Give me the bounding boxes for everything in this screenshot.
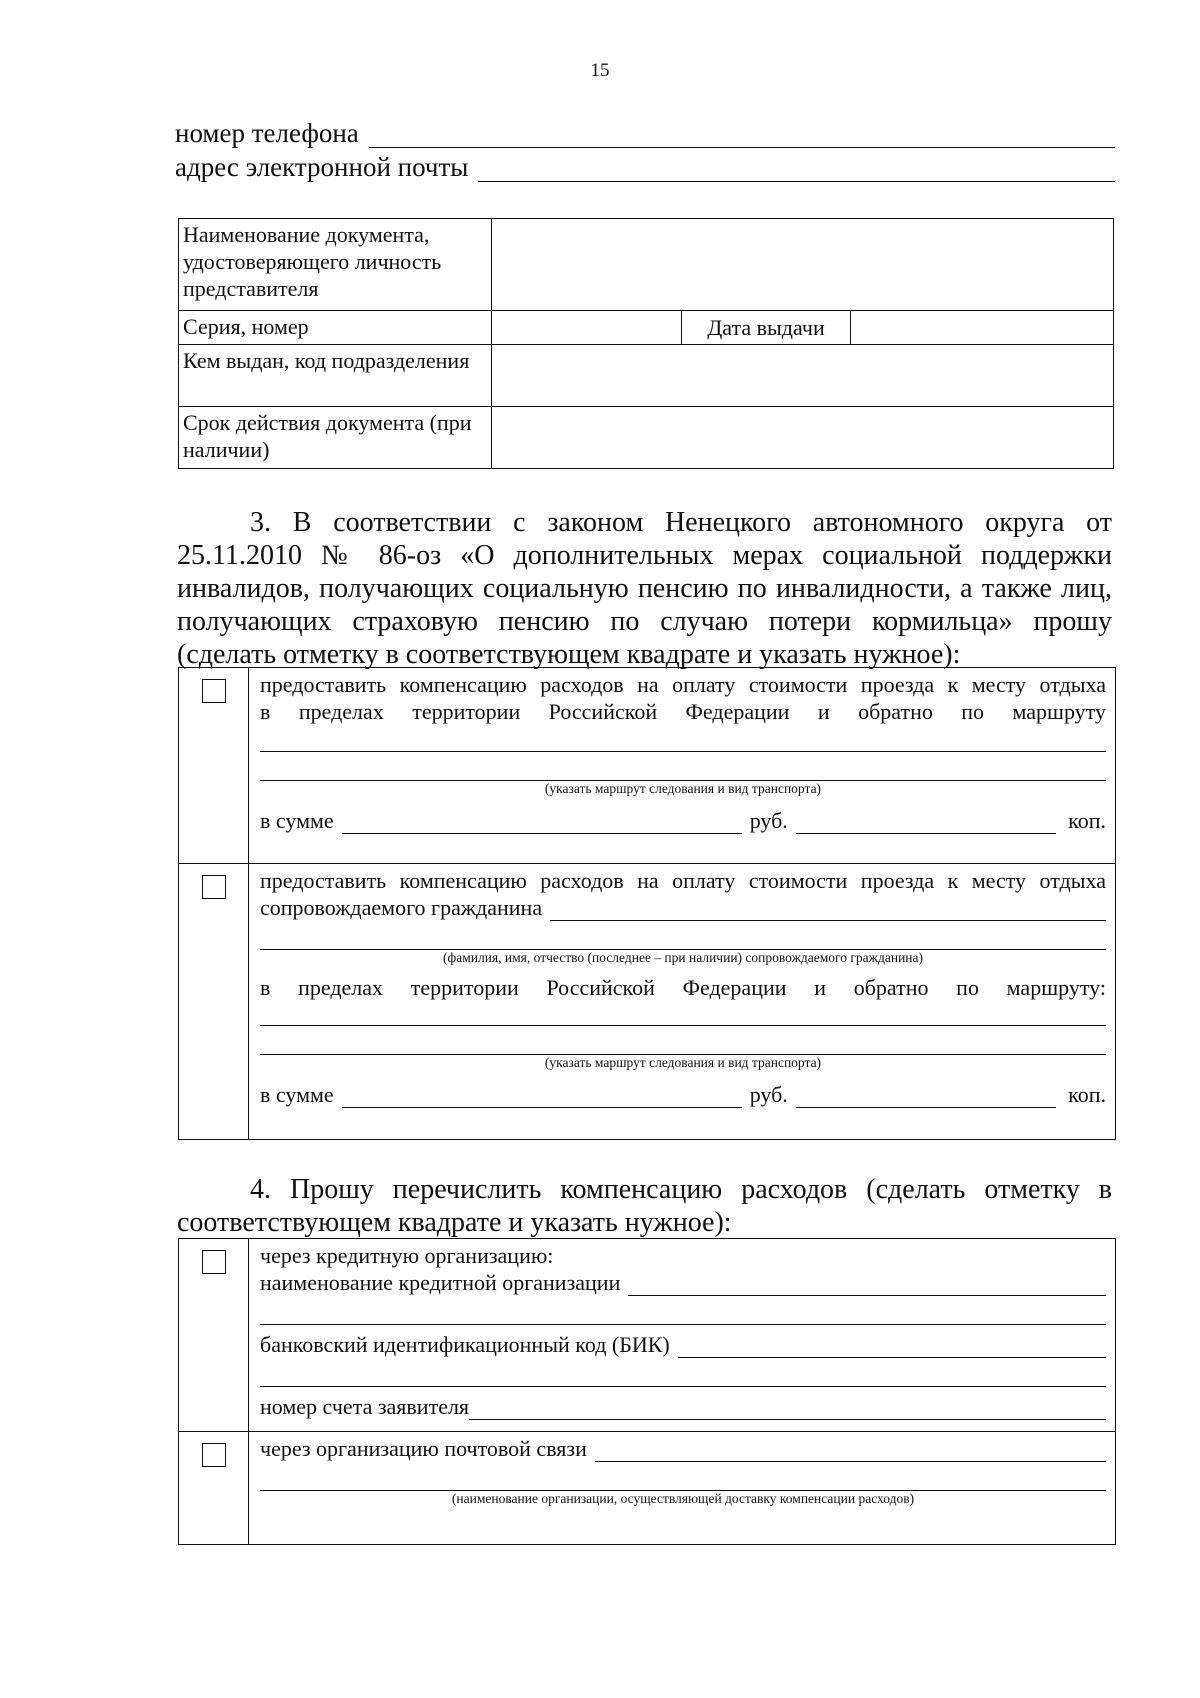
phone-row bbox=[175, 118, 1115, 148]
doc-name-field[interactable] bbox=[492, 219, 1114, 311]
option-cell bbox=[179, 864, 249, 1140]
issue-date-field[interactable] bbox=[851, 311, 1114, 345]
postal-organization-checkbox[interactable] bbox=[202, 1443, 226, 1467]
series-label: Серия, номер bbox=[179, 311, 492, 345]
section-4-options-table bbox=[178, 1238, 1116, 1545]
sum-rub-field[interactable] bbox=[342, 1085, 742, 1108]
doc-name-label: Наименование документа, удостоверяющего личность представителя bbox=[179, 219, 492, 311]
bank-name-field[interactable] bbox=[628, 1273, 1106, 1296]
option-cell bbox=[179, 1239, 249, 1432]
sum-kop-field[interactable] bbox=[796, 811, 1056, 834]
issued-by-label: Кем выдан, код подразделения bbox=[179, 345, 492, 407]
kop-label: коп. bbox=[1068, 1082, 1106, 1107]
option-2-line-2: сопровождаемого гражданина bbox=[260, 895, 543, 920]
sum-rub-field[interactable] bbox=[342, 811, 742, 834]
escorted-citizen-field[interactable] bbox=[550, 898, 1106, 921]
postal-caption: (наименование организации, осуществляющей доставку компенсации расходов) bbox=[451, 1491, 915, 1506]
table-row bbox=[179, 864, 1116, 1140]
table-row bbox=[179, 1239, 1116, 1432]
option-2-line-1: предоставить компенсацию расходов на оплату стоимости проезда к месту отдыха bbox=[260, 868, 1106, 893]
option-body-cell bbox=[249, 864, 1116, 1140]
account-field[interactable] bbox=[469, 1397, 1106, 1420]
postal-organization-title: через организацию почтовой связи bbox=[260, 1436, 587, 1461]
section-3-paragraph bbox=[177, 506, 1112, 671]
validity-field[interactable] bbox=[492, 407, 1114, 469]
option-2-line-3: в пределах территории Российской Федерации и обратно по маршруту: bbox=[260, 975, 1106, 1000]
route-field-3[interactable] bbox=[260, 1003, 1106, 1026]
route-caption-2: (указать маршрут следования и вид транспорта) bbox=[544, 1055, 822, 1070]
option-cell bbox=[179, 1432, 249, 1545]
sum-label: в сумме bbox=[260, 808, 334, 833]
validity-label: Срок действия документа (при наличии) bbox=[179, 407, 492, 469]
account-label: номер счета заявителя bbox=[260, 1394, 470, 1419]
bik-field-2[interactable] bbox=[260, 1364, 1106, 1387]
option-cell bbox=[179, 668, 249, 864]
credit-organization-checkbox[interactable] bbox=[202, 1250, 226, 1274]
postal-row bbox=[260, 1435, 1106, 1462]
sum-row bbox=[260, 1081, 1106, 1108]
bik-row bbox=[260, 1331, 1106, 1358]
bank-name-label: наименование кредитной организации bbox=[260, 1270, 621, 1295]
escorted-citizen-row bbox=[260, 894, 1106, 921]
account-row bbox=[260, 1393, 1106, 1420]
bik-field[interactable] bbox=[678, 1335, 1106, 1358]
escort-compensation-checkbox[interactable] bbox=[202, 875, 226, 899]
escorted-citizen-field-2[interactable] bbox=[260, 927, 1106, 950]
option-body-cell bbox=[249, 1239, 1116, 1432]
bik-label: банковский идентификационный код (БИК) bbox=[260, 1332, 670, 1357]
sum-label: в сумме bbox=[260, 1082, 334, 1107]
table-row bbox=[179, 668, 1116, 864]
page-number: 15 bbox=[590, 60, 610, 81]
option-body-cell bbox=[249, 668, 1116, 864]
table-row bbox=[179, 219, 1114, 311]
travel-compensation-checkbox[interactable] bbox=[202, 679, 226, 703]
email-label: адрес электронной почты bbox=[175, 152, 469, 182]
bank-name-row bbox=[260, 1269, 1106, 1296]
fio-caption: (фамилия, имя, отчество (последнее – при наличии) сопровождаемого гражданина) bbox=[442, 950, 924, 965]
bank-name-field-2[interactable] bbox=[260, 1302, 1106, 1325]
phone-field[interactable] bbox=[369, 123, 1115, 148]
postal-organization-field-2[interactable] bbox=[260, 1468, 1106, 1491]
option-body-cell bbox=[249, 1432, 1116, 1545]
issue-date-label: Дата выдачи bbox=[682, 311, 851, 345]
table-row bbox=[179, 1432, 1116, 1545]
kop-label: коп. bbox=[1068, 808, 1106, 833]
table-row bbox=[179, 311, 1114, 345]
option-1-line-1: предоставить компенсацию расходов на оплату стоимости проезда к месту отдыха bbox=[260, 672, 1106, 697]
email-row bbox=[175, 152, 1115, 182]
section-4-number: 4. Прошу bbox=[250, 1174, 374, 1205]
route-field-1[interactable] bbox=[260, 729, 1106, 752]
postal-organization-field[interactable] bbox=[595, 1439, 1106, 1462]
rub-label: руб. bbox=[749, 808, 788, 833]
sum-row bbox=[260, 807, 1106, 834]
credit-organization-title: через кредитную организацию: bbox=[260, 1243, 554, 1268]
route-field-2[interactable] bbox=[260, 758, 1106, 781]
representative-document-table bbox=[178, 218, 1114, 469]
sum-kop-field[interactable] bbox=[796, 1085, 1056, 1108]
issued-by-field[interactable] bbox=[492, 345, 1114, 407]
section-3-text: соответствии с законом Ненецкого автономного округа от 25.11.2010 № 86-оз «О дополнительных мерах социальной поддержки инвалидов, получающих социальную пенсию по инвалидности, а также лиц, получающих страховую пенсию по случаю потери кормильца» прошу (сделать отметку в соответствующем квадрате и указать нужное): bbox=[177, 507, 1113, 670]
rub-label: руб. bbox=[749, 1082, 788, 1107]
phone-label: номер телефона bbox=[175, 118, 359, 148]
email-field[interactable] bbox=[478, 157, 1115, 182]
option-1-line-2: в пределах территории Российской Федерации и обратно по маршруту bbox=[260, 699, 1106, 724]
section-4-text: перечислить компенсацию расходов (сделать отметку в соответствующем квадрате и указать нужное): bbox=[177, 1174, 1113, 1238]
route-field-4[interactable] bbox=[260, 1032, 1106, 1055]
section-3-number: 3. В bbox=[250, 507, 312, 538]
section-3-options-table bbox=[178, 667, 1116, 1140]
table-row bbox=[179, 407, 1114, 469]
table-row bbox=[179, 345, 1114, 407]
series-field[interactable] bbox=[492, 311, 682, 345]
section-4-paragraph bbox=[177, 1173, 1112, 1239]
route-caption: (указать маршрут следования и вид транспорта) bbox=[544, 781, 822, 796]
